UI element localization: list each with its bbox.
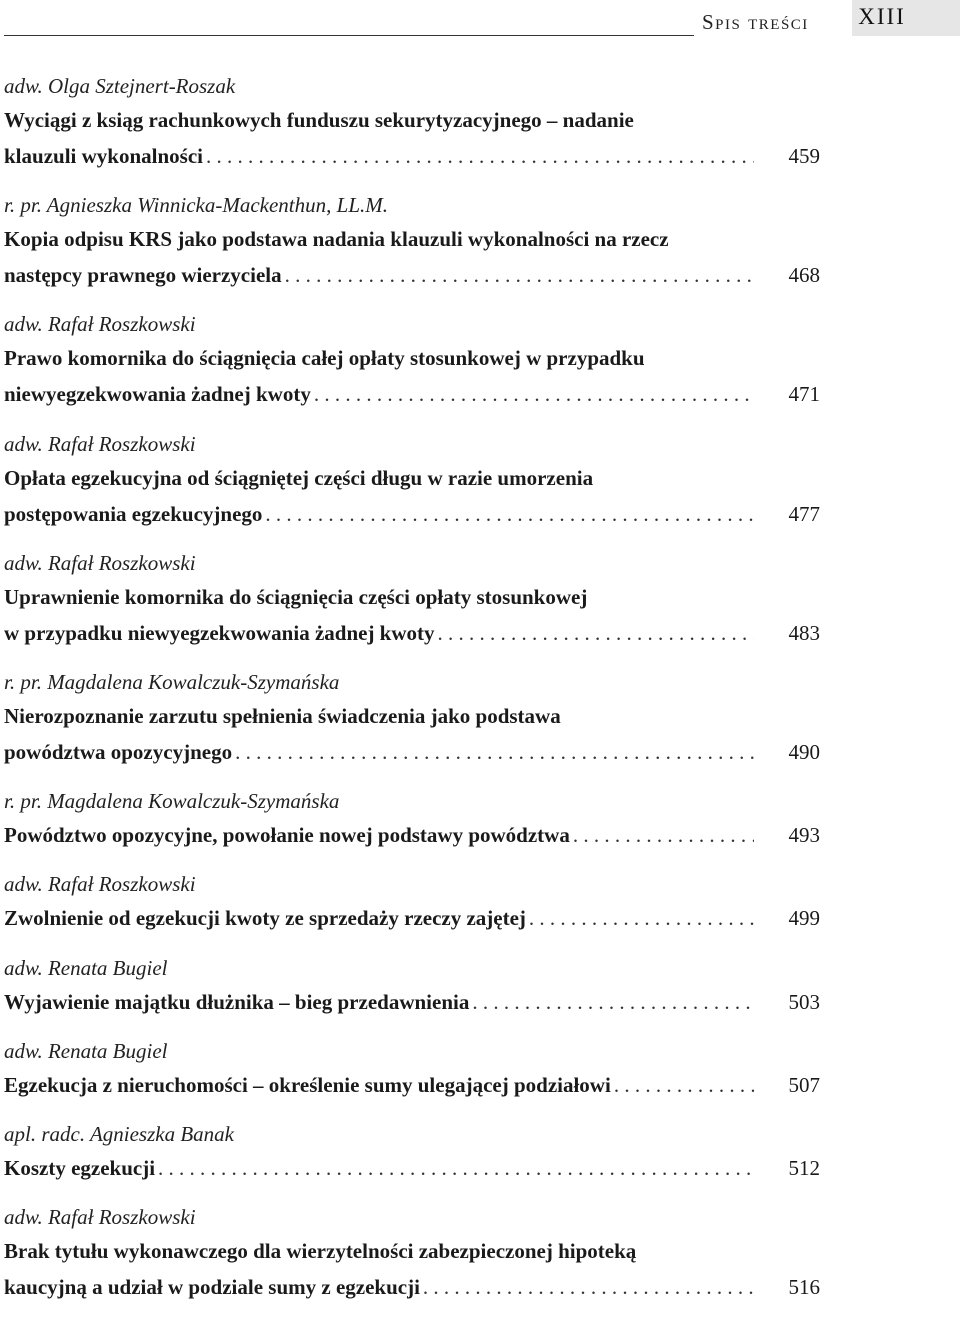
toc-entry-title-line — [4, 734, 820, 770]
toc-entry-page: 516 — [788, 1275, 820, 1300]
toc-entry — [4, 868, 820, 936]
toc-entry-title-line — [4, 1233, 820, 1269]
dot-leader — [265, 496, 754, 532]
toc-entry-author: r. pr. Magdalena Kowalczuk-Szymańska — [4, 669, 340, 694]
toc-entry-title: Prawo komornika do ściągnięcia całej opłaty stosunkowej w przypadku — [4, 346, 645, 371]
toc-entry — [4, 189, 820, 293]
toc-entry-title-line — [4, 138, 820, 174]
toc-entry-title-line — [4, 1150, 820, 1186]
toc-entry-page: 490 — [788, 739, 820, 764]
toc-entry — [4, 952, 820, 1020]
toc-entry-title: klauzuli wykonalności — [4, 144, 203, 168]
toc-entry-page: 483 — [788, 620, 820, 645]
toc-entry-author: adw. Rafał Roszkowski — [4, 312, 196, 337]
toc-entry-title-line — [4, 615, 820, 651]
toc-entry-page: 499 — [788, 906, 820, 931]
toc-entry-title: Nierozpoznanie zarzutu spełnienia świadczenia jako podstawa — [4, 703, 561, 728]
dot-leader — [573, 817, 754, 853]
toc-entry-title: następcy prawnego wierzyciela — [4, 263, 282, 288]
toc-entry-title: niewyegzekwowania żadnej kwoty — [4, 382, 311, 407]
toc-entry — [4, 428, 820, 532]
toc-entry-title: Opłata egzekucyjna od ściągniętej części długu w razie umorzenia — [4, 465, 594, 490]
toc-entry — [4, 547, 820, 651]
toc-entry-page: 468 — [788, 263, 820, 288]
table-of-contents — [4, 70, 820, 1320]
toc-entry-title: Uprawnienie komornika do ściągnięcia części opłaty stosunkowej — [4, 584, 588, 609]
toc-entry — [4, 666, 820, 770]
toc-entry-title: Powództwo opozycyjne, powołanie nowej podstawy powództwa — [4, 823, 570, 848]
toc-entry-author: adw. Renata Bugiel — [4, 1038, 168, 1063]
toc-entry-title-line — [4, 102, 820, 138]
header-rule — [4, 35, 694, 36]
toc-entry — [4, 308, 820, 412]
toc-entry-author: adw. Renata Bugiel — [4, 955, 168, 980]
toc-entry-title-line — [4, 984, 820, 1020]
toc-entry-title: Egzekucja z nieruchomości – określenie sumy ulegającej podziałowi — [4, 1072, 611, 1097]
toc-entry — [4, 1118, 820, 1186]
toc-entry — [4, 1035, 820, 1103]
toc-entry-page: 471 — [788, 382, 820, 407]
toc-entry-page: 507 — [788, 1072, 820, 1097]
toc-entry-author: adw. Rafał Roszkowski — [4, 872, 196, 897]
toc-entry-page: 512 — [788, 1155, 820, 1180]
toc-entry-title: Koszty egzekucji — [4, 1155, 156, 1180]
toc-entry-title-line — [4, 460, 820, 496]
toc-entry-title-line — [4, 579, 820, 615]
toc-entry-page: 459 — [788, 144, 820, 168]
toc-entry — [4, 785, 820, 853]
dot-leader — [614, 1067, 754, 1103]
toc-entry-title: Zwolnienie od egzekucji kwoty ze sprzedaży rzeczy zajętej — [4, 906, 526, 931]
page-number-box — [852, 0, 960, 36]
toc-entry-title-line — [4, 698, 820, 734]
toc-entry-author: r. pr. Magdalena Kowalczuk-Szymańska — [4, 789, 340, 814]
toc-entry-title-line — [4, 221, 820, 257]
page-header — [0, 0, 960, 40]
dot-leader — [472, 984, 754, 1020]
dot-leader — [285, 257, 754, 293]
toc-entry-title: Wyjawienie majątku dłużnika – bieg przedawnienia — [4, 989, 470, 1014]
toc-entry-title: powództwa opozycyjnego — [4, 739, 233, 764]
toc-entry-title-line — [4, 817, 820, 853]
toc-entry-author: r. pr. Agnieszka Winnicka-Mackenthun, LL.M. — [4, 193, 388, 218]
dot-leader — [314, 376, 754, 412]
toc-entry-title-line — [4, 257, 820, 293]
toc-entry-title-line — [4, 1269, 820, 1305]
toc-entry-title: postępowania egzekucyjnego — [4, 501, 263, 526]
toc-entry-title-line — [4, 496, 820, 532]
toc-entry-author: adw. Rafał Roszkowski — [4, 550, 196, 575]
page-number: XIII — [858, 4, 906, 29]
toc-entry — [4, 1201, 820, 1305]
toc-entry-title-line — [4, 1067, 820, 1103]
toc-entry-title-line — [4, 900, 820, 936]
dot-leader — [423, 1269, 754, 1305]
running-header-title: Spis treści — [702, 10, 809, 34]
toc-entry-page: 493 — [788, 823, 820, 848]
toc-entry-author: adw. Rafał Roszkowski — [4, 431, 196, 456]
toc-entry-author: adw. Olga Sztejnert-Roszak — [4, 74, 236, 98]
dot-leader — [158, 1150, 754, 1186]
dot-leader — [206, 138, 754, 174]
toc-entry-title-line — [4, 340, 820, 376]
toc-entry-title: Wyciągi z ksiąg rachunkowych funduszu sekurytyzacyjnego – nadanie — [4, 108, 634, 132]
toc-entry-title: kaucyjną a udział w podziale sumy z egzekucji — [4, 1275, 420, 1300]
toc-entry-title: Kopia odpisu KRS jako podstawa nadania klauzuli wykonalności na rzecz — [4, 227, 669, 252]
toc-entry-page: 503 — [788, 989, 820, 1014]
dot-leader — [438, 615, 754, 651]
toc-entry-page: 477 — [788, 501, 820, 526]
toc-entry-title-line — [4, 376, 820, 412]
toc-entry-author: adw. Rafał Roszkowski — [4, 1205, 196, 1230]
toc-entry — [4, 70, 820, 174]
toc-entry-title: w przypadku niewyegzekwowania żadnej kwoty — [4, 620, 435, 645]
toc-entry-title: Brak tytułu wykonawczego dla wierzytelności zabezpieczonej hipoteką — [4, 1239, 637, 1264]
toc-entry-author: apl. radc. Agnieszka Banak — [4, 1121, 234, 1146]
dot-leader — [529, 900, 754, 936]
dot-leader — [235, 734, 754, 770]
